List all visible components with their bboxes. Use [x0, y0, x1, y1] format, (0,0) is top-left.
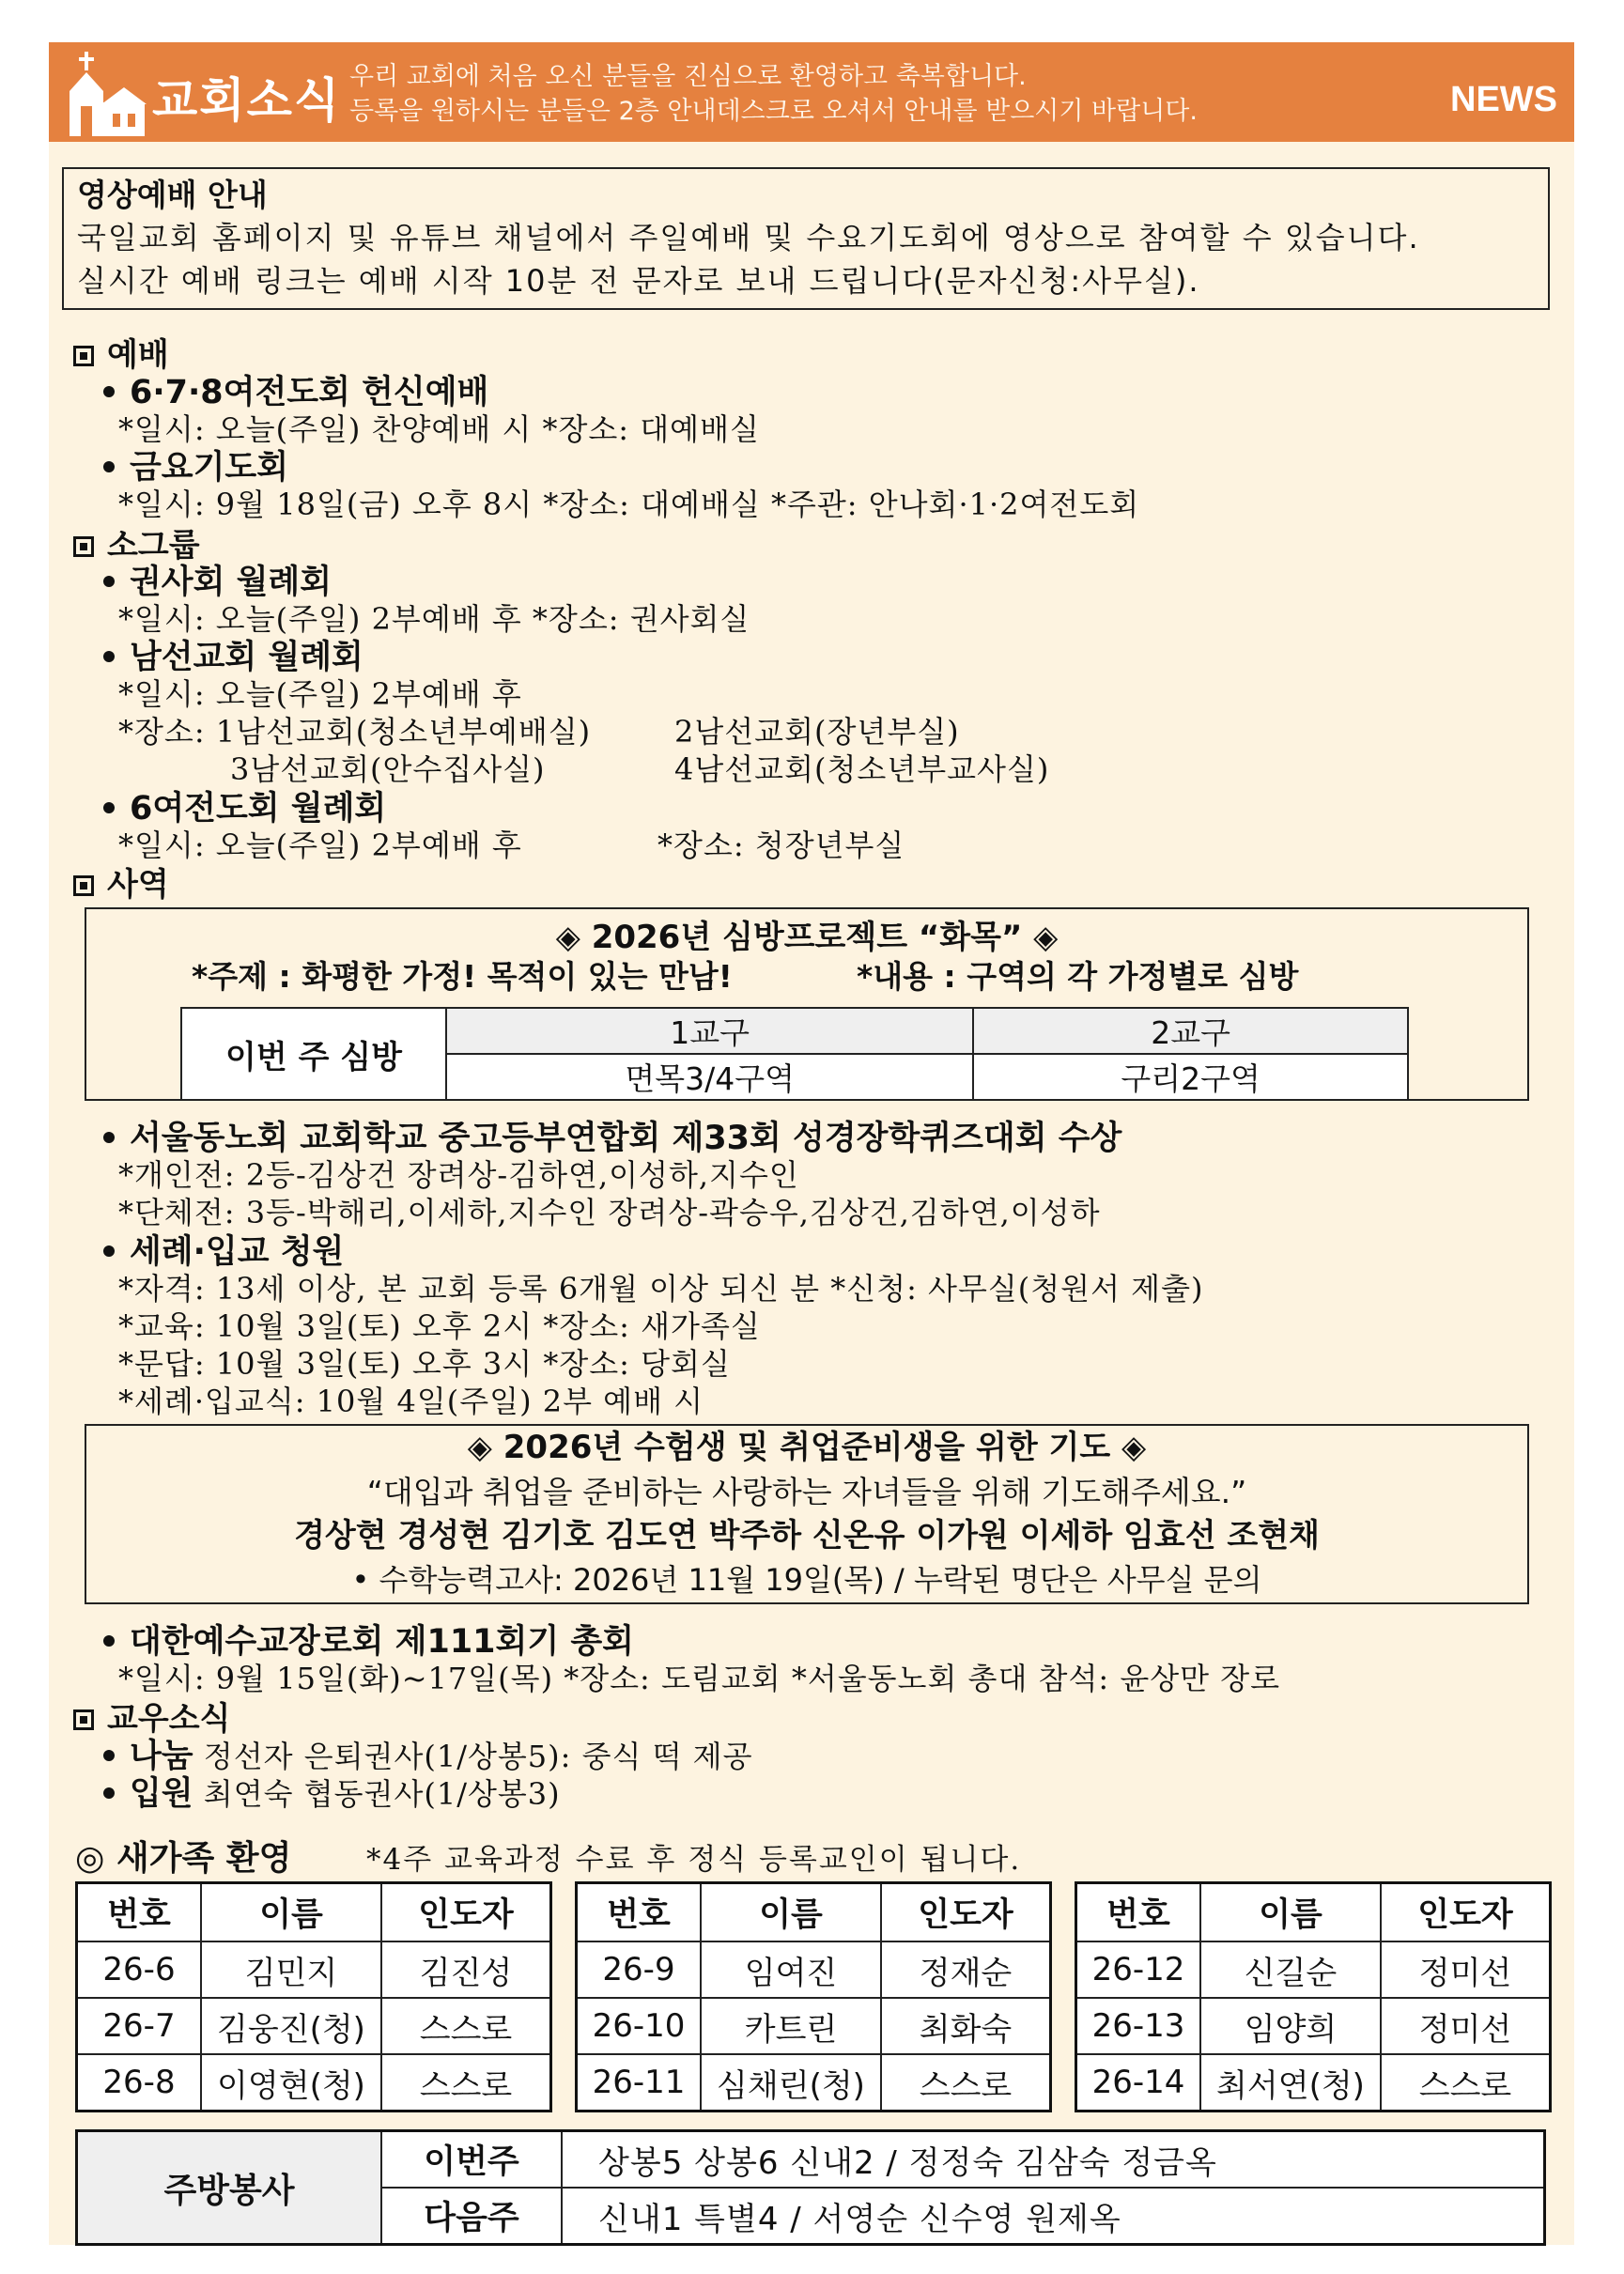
bullet-icon	[103, 576, 115, 587]
cell-number: 26-9	[577, 1941, 702, 1998]
members-item-1-label: 나눔	[130, 1738, 193, 1775]
prayer-note: • 수학능력고사: 2026년 11월 19일(목) / 누락된 명단은 사무실 문의	[351, 1562, 1262, 1598]
kitchen-service-table	[75, 2129, 1546, 2246]
groups-item-3-detail-a: *일시: 오늘(주일) 2부예배 후	[118, 828, 522, 863]
section-heading-text: 소그룹	[107, 527, 200, 565]
members-item-1-text: 정선자 은퇴권사(1/상봉5): 중식 떡 제공	[193, 1739, 753, 1774]
cell-number: 26-10	[577, 1998, 702, 2054]
item-title-text: 금요기도회	[130, 449, 289, 487]
header-banner	[49, 42, 1574, 142]
col-guide: 인도자	[381, 1883, 551, 1942]
cell-number: 26-8	[77, 2054, 202, 2112]
visit-col-1-head: 1교구	[446, 1008, 973, 1054]
cell-number: 26-6	[77, 1941, 202, 1998]
section-heading-text: 사역	[107, 866, 169, 904]
cell-name: 김웅진(청)	[201, 1998, 381, 2054]
cell-number: 26-14	[1076, 2054, 1201, 2112]
table-row	[1076, 1998, 1551, 2054]
next-week-label: 다음주	[381, 2188, 562, 2245]
cell-name: 카트린	[701, 1998, 881, 2054]
col-number: 번호	[577, 1883, 702, 1942]
cell-name: 최서연(청)	[1200, 2054, 1381, 2112]
bullet-icon	[103, 1245, 115, 1257]
col-name: 이름	[1200, 1883, 1381, 1942]
item-title-text: 권사회 월례회	[130, 564, 333, 601]
groups-item-2-detail-3a: 3남선교회(안수집사실)	[230, 751, 546, 787]
visit-col-2-head: 2교구	[973, 1008, 1408, 1054]
assembly-detail: *일시: 9월 15일(화)~17일(목) *장소: 도림교회 *서울동노회 총대 참석: 윤상만 장로	[118, 1661, 1281, 1696]
groups-item-2-detail-2a: *장소: 1남선교회(청소년부예배실)	[118, 714, 592, 750]
col-guide: 인도자	[1381, 1883, 1551, 1942]
newfamily-heading: ◎ 새가족 환영	[75, 1839, 292, 1878]
this-week-value: 상봉5 상봉6 신내2 / 정정숙 김삼숙 정금옥	[562, 2131, 1545, 2189]
cell-guide: 최화숙	[881, 1998, 1051, 2054]
section-heading-text: 예배	[107, 336, 169, 374]
cell-name: 임양희	[1200, 1998, 1381, 2054]
newfamily-table-2	[575, 1881, 1052, 2112]
square-bullet-icon	[73, 1709, 94, 1730]
bullet-icon	[103, 1787, 115, 1799]
bullet-icon	[103, 802, 115, 813]
square-bullet-icon	[73, 346, 94, 366]
item-title-text: 6여전도회 월례회	[130, 790, 387, 828]
cell-guide: 스스로	[881, 2054, 1051, 2112]
bullet-icon	[103, 461, 115, 472]
visit-schedule-table	[180, 1007, 1409, 1101]
cell-guide: 스스로	[381, 1998, 551, 2054]
visit-project-title: ◈ 2026년 심방프로젝트 “화목” ◈	[555, 919, 1059, 956]
newfamily-table-3	[1075, 1881, 1552, 2112]
baptism-detail-3: *문답: 10월 3일(토) 오후 3시 *장소: 당회실	[118, 1346, 731, 1382]
col-guide: 인도자	[881, 1883, 1051, 1942]
this-week-label: 이번주	[381, 2131, 562, 2189]
item-title-text: 대한예수교장로회 제111회기 총회	[130, 1623, 634, 1661]
cell-guide: 스스로	[381, 2054, 551, 2112]
cell-number: 26-13	[1076, 1998, 1201, 2054]
cell-guide: 스스로	[1381, 2054, 1551, 2112]
prayer-quote: “대입과 취업을 준비하는 사랑하는 자녀들을 위해 기도해주세요.”	[366, 1474, 1247, 1510]
members-item-2-text: 최연숙 협동권사(1/상봉3)	[193, 1776, 561, 1812]
church-icon	[62, 50, 147, 136]
col-number: 번호	[1076, 1883, 1201, 1942]
col-number: 번호	[77, 1883, 202, 1942]
bullet-icon	[103, 1635, 115, 1647]
visit-project-theme: *주제 : 화평한 가정! 목적이 있는 만남!	[192, 958, 733, 995]
groups-item-2-detail-3b: 4남선교회(청소년부교사실)	[674, 751, 1050, 787]
bullet-icon	[103, 1132, 115, 1143]
quiz-detail-1: *개인전: 2등-김상건 장려상-김하연,이성하,지수인	[118, 1157, 799, 1193]
cell-name: 임여진	[701, 1941, 881, 1998]
table-row	[577, 1941, 1051, 1998]
square-bullet-icon	[73, 875, 94, 896]
bullet-icon	[103, 386, 115, 397]
baptism-detail-4: *세례·입교식: 10월 4일(주일) 2부 예배 시	[118, 1384, 704, 1419]
cell-name: 김민지	[201, 1941, 381, 1998]
prayer-names: 경상현 경성현 김기호 김도연 박주하 신온유 이가원 이세하 임효선 조현채	[294, 1517, 1320, 1555]
kitchen-label: 주방봉사	[77, 2131, 382, 2245]
visit-project-box	[85, 907, 1529, 1101]
table-row	[1076, 2054, 1551, 2112]
visit-col-2-value: 구리2구역	[973, 1054, 1408, 1100]
baptism-detail-2: *교육: 10월 3일(토) 오후 2시 *장소: 새가족실	[118, 1308, 761, 1344]
groups-item-1-detail: *일시: 오늘(주일) 2부예배 후 *장소: 권사회실	[118, 601, 750, 637]
members-item-2-label: 입원	[130, 1775, 193, 1813]
cell-name: 이영현(청)	[201, 2054, 381, 2112]
item-title-text: 서울동노회 교회학교 중고등부연합회 제33회 성경장학퀴즈대회 수상	[130, 1120, 1122, 1157]
item-title-text: 남선교회 월례회	[130, 639, 363, 676]
col-name: 이름	[201, 1883, 381, 1942]
table-row	[577, 2054, 1051, 2112]
baptism-detail-1: *자격: 13세 이상, 본 교회 등록 6개월 이상 되신 분 *신청: 사무실(청원서 제출)	[118, 1271, 1204, 1307]
item-title-text: 6·7·8여전도회 헌신예배	[130, 374, 489, 411]
groups-item-3-detail-b: *장소: 청장년부실	[657, 828, 905, 863]
item-title-text: 세례·입교 청원	[130, 1233, 345, 1271]
table-row	[77, 1998, 551, 2054]
cell-name: 신길순	[1200, 1941, 1381, 1998]
members-item-2	[103, 1768, 561, 1815]
exam-prayer-box	[85, 1424, 1529, 1604]
table-row	[1076, 1941, 1551, 1998]
header-subtitle-line-2: 등록을 원하시는 분들은 2층 안내데스크로 오셔서 안내를 받으시기 바랍니다.	[349, 97, 1198, 126]
col-name: 이름	[701, 1883, 881, 1942]
newfamily-note: *4주 교육과정 수료 후 정식 등록교인이 됩니다.	[366, 1843, 1022, 1877]
table-row	[77, 1941, 551, 1998]
visit-col-1-value: 면목3/4구역	[446, 1054, 973, 1100]
bullet-icon	[103, 1750, 115, 1761]
cell-guide: 정미선	[1381, 1941, 1551, 1998]
header-subtitle	[349, 59, 1198, 129]
header-title: 교회소식	[152, 73, 342, 128]
newfamily-table-1	[75, 1881, 552, 2112]
cell-number: 26-7	[77, 1998, 202, 2054]
visit-row-label: 이번 주 심방	[181, 1008, 446, 1100]
cell-number: 26-11	[577, 2054, 702, 2112]
prayer-title: ◈ 2026년 수험생 및 취업준비생을 위한 기도 ◈	[467, 1429, 1147, 1466]
notice-title: 영상예배 안내	[77, 177, 268, 213]
square-bullet-icon	[73, 536, 94, 557]
groups-item-2-detail-1: *일시: 오늘(주일) 2부예배 후	[118, 676, 522, 712]
quiz-detail-2: *단체전: 3등-박해리,이세하,지수인 장려상-곽승우,김상건,김하연,이성하	[118, 1195, 1101, 1230]
visit-project-content: *내용 : 구역의 각 가정별로 심방	[857, 958, 1299, 995]
worship-item-2-detail: *일시: 9월 18일(금) 오후 8시 *장소: 대예배실 *주관: 안나회·1·2여전도회	[118, 487, 1140, 522]
notice-line-1: 국일교회 홈페이지 및 유튜브 채널에서 주일예배 및 수요기도회에 영상으로 참여할 수 있습니다.	[77, 220, 1420, 255]
table-row	[77, 2054, 551, 2112]
notice-line-2: 실시간 예배 링크는 예배 시작 10분 전 문자로 보내 드립니다(문자신청:사무실).	[77, 263, 1200, 299]
section-ministry-heading	[73, 859, 169, 905]
video-worship-notice	[62, 167, 1550, 310]
worship-item-1-detail: *일시: 오늘(주일) 찬양예배 시 *장소: 대예배실	[118, 411, 760, 447]
news-tag: NEWS	[1450, 80, 1557, 119]
cell-name: 심채린(청)	[701, 2054, 881, 2112]
table-row	[577, 1998, 1051, 2054]
section-heading-text: 교우소식	[107, 1700, 231, 1738]
cell-guide: 정미선	[1381, 1998, 1551, 2054]
cell-guide: 정재순	[881, 1941, 1051, 1998]
groups-item-2-detail-2b: 2남선교회(장년부실)	[674, 714, 960, 750]
cell-number: 26-12	[1076, 1941, 1201, 1998]
bullet-icon	[103, 651, 115, 662]
header-subtitle-line-1: 우리 교회에 처음 오신 분들을 진심으로 환영하고 축복합니다.	[349, 62, 1027, 91]
next-week-value: 신내1 특별4 / 서영순 신수영 원제옥	[562, 2188, 1545, 2245]
cell-guide: 김진성	[381, 1941, 551, 1998]
